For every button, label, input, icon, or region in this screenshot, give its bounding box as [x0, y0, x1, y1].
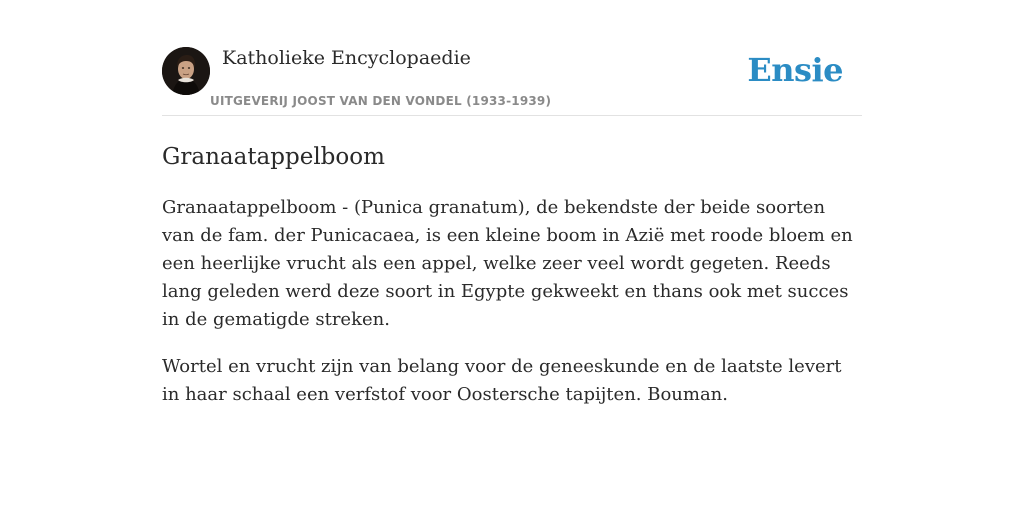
source-header	[162, 46, 862, 116]
source-title[interactable]: Katholieke Encyclopaedie	[222, 47, 471, 69]
source-avatar[interactable]	[162, 47, 210, 95]
article-title: Granaatappelboom	[162, 144, 385, 170]
article-paragraph-2: Wortel en vrucht zijn van belang voor de geneeskunde en de laatste levert in haar schaal een verfstof voor Oostersche tapijten. Bouman.	[162, 356, 842, 405]
portrait-icon	[162, 47, 210, 95]
publisher-label: UITGEVERIJ JOOST VAN DEN VONDEL (1933-1939)	[210, 94, 552, 108]
article-paragraph-1: Granaatappelboom - (Punica granatum), de bekendste der beide soorten van de fam. der Punicacaea, is een kleine boom in Azië met roode bloem en een heerlijke vrucht als een appel, welke zeer veel wordt gegeten. Reeds lang geleden werd deze soort in Egypte gekweekt en thans ook met succes in de gematigde streken.	[162, 197, 853, 330]
brand-logo[interactable]: Ensie	[747, 51, 843, 89]
page	[162, 0, 862, 409]
